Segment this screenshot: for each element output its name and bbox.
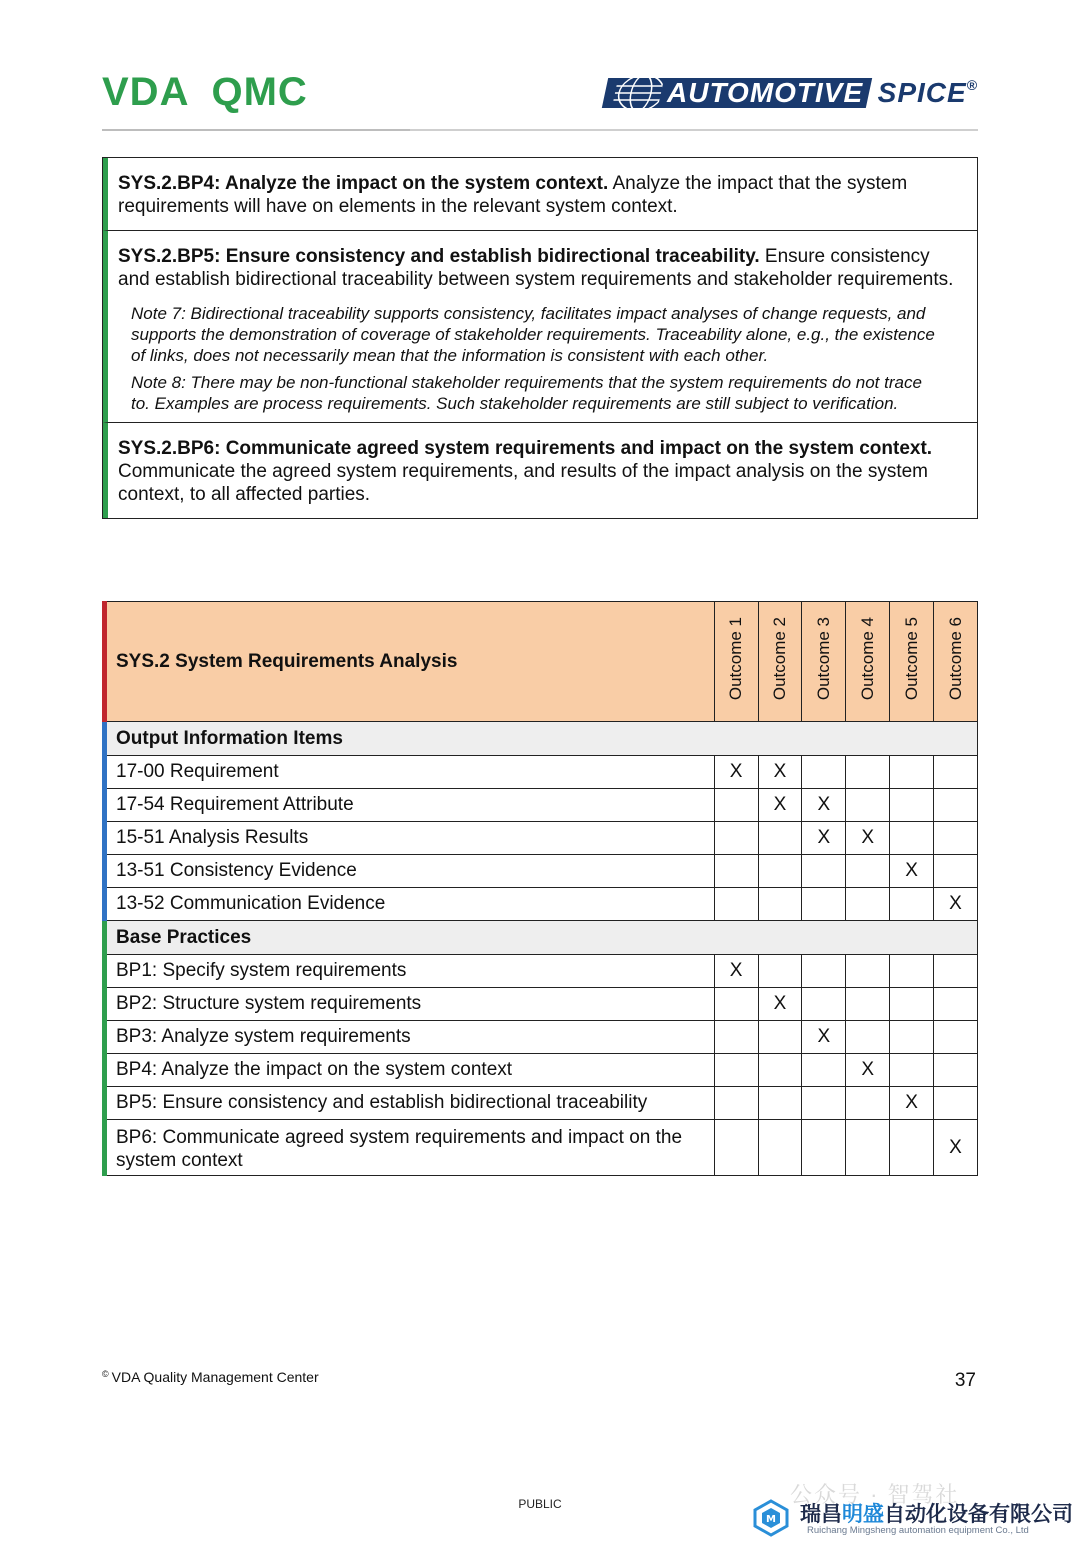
bp5-cell — [103, 231, 977, 423]
mark-cell — [934, 1087, 978, 1120]
mark-cell: X — [802, 1021, 846, 1054]
row-label: BP6: Communicate agreed system requirements and impact on the system context — [105, 1120, 715, 1176]
mark-cell — [890, 888, 934, 921]
mark-cell — [890, 988, 934, 1021]
base-practice-box — [102, 157, 978, 519]
mark-cell — [890, 789, 934, 822]
mark-cell: X — [890, 855, 934, 888]
mark-cell — [714, 1120, 758, 1176]
mark-cell — [890, 1120, 934, 1176]
table-row — [105, 1021, 978, 1054]
bp6-title: SYS.2.BP6: Communicate agreed system requirements and impact on the system context. — [118, 438, 933, 459]
mark-cell — [934, 955, 978, 988]
table-row — [105, 1120, 978, 1176]
outcome-header-6: Outcome 6 — [934, 602, 978, 722]
mark-cell: X — [714, 955, 758, 988]
row-label: BP3: Analyze system requirements — [105, 1021, 715, 1054]
table-row — [105, 955, 978, 988]
mark-cell — [890, 1054, 934, 1087]
bp-section-label: Base Practices — [105, 921, 978, 955]
mark-cell: X — [846, 1054, 890, 1087]
mark-cell — [802, 1120, 846, 1176]
bp5-text: Ensure consistency and establish bidirectional traceability between system requirements and stakeholder requirements. — [118, 246, 954, 290]
mark-cell: X — [890, 1087, 934, 1120]
hexagon-logo-icon — [752, 1499, 790, 1537]
mark-cell: X — [714, 756, 758, 789]
table-row — [105, 822, 978, 855]
mark-cell — [714, 789, 758, 822]
row-label: 13-51 Consistency Evidence — [105, 855, 715, 888]
output-section-label: Output Information Items — [105, 722, 978, 756]
mark-cell — [934, 1021, 978, 1054]
automotive-spice-logo — [605, 76, 978, 110]
classification-label: PUBLIC — [518, 1497, 562, 1511]
bp-section-row — [105, 921, 978, 955]
row-label: 17-00 Requirement — [105, 756, 715, 789]
note-8: Note 8: There may be non-functional stakeholder requirements that the system requirements do not trace to. Examples are process requirements. Such stakeholder requirements are still subject to verification. — [131, 373, 922, 413]
bp5-title: SYS.2.BP5: Ensure consistency and establish bidirectional traceability. — [118, 246, 760, 267]
mark-cell — [802, 1087, 846, 1120]
mark-cell — [714, 1021, 758, 1054]
mark-cell — [846, 1120, 890, 1176]
table-row — [105, 1087, 978, 1120]
spice-word: SPICE® — [877, 77, 978, 108]
mark-cell — [934, 855, 978, 888]
matrix-title: SYS.2 System Requirements Analysis — [105, 602, 715, 722]
mark-cell — [802, 888, 846, 921]
page-header — [102, 68, 978, 130]
mark-cell — [758, 955, 802, 988]
mark-cell — [802, 988, 846, 1021]
mark-cell — [846, 888, 890, 921]
mark-cell — [802, 1054, 846, 1087]
outcome-header-3: Outcome 3 — [802, 602, 846, 722]
vda-logo-text: VDA — [102, 70, 190, 114]
registered-mark: ® — [966, 77, 978, 93]
mark-cell — [890, 955, 934, 988]
watermark-ghost-text: 公众号 · 智驾社 — [790, 1482, 960, 1507]
mark-cell: X — [802, 789, 846, 822]
mark-cell: X — [934, 1120, 978, 1176]
mark-cell — [802, 756, 846, 789]
vda-qmc-logo — [102, 70, 308, 115]
mark-cell: X — [758, 789, 802, 822]
table-row — [105, 988, 978, 1021]
table-row — [105, 1054, 978, 1087]
mark-cell — [758, 888, 802, 921]
mark-cell — [934, 1054, 978, 1087]
mark-cell — [758, 1054, 802, 1087]
copyright-symbol: © — [102, 1369, 109, 1379]
mark-cell — [802, 855, 846, 888]
company-english-name: Ruichang Mingsheng automation equipment Co., Ltd — [807, 1525, 1029, 1536]
bp4-title: SYS.2.BP4: Analyze the impact on the system context. — [118, 173, 609, 194]
outcome-header-2: Outcome 2 — [758, 602, 802, 722]
table-row — [105, 789, 978, 822]
mark-cell — [714, 822, 758, 855]
page-number: 37 — [954, 1370, 976, 1391]
mark-cell — [714, 888, 758, 921]
mark-cell — [846, 955, 890, 988]
mark-cell: X — [758, 756, 802, 789]
mark-cell — [846, 1021, 890, 1054]
automotive-band: AUTOMOTIVE — [658, 78, 873, 108]
company-watermark — [752, 1495, 1080, 1542]
mark-cell — [758, 855, 802, 888]
mark-cell: X — [758, 988, 802, 1021]
mark-cell: X — [802, 822, 846, 855]
bp4-text: Analyze the impact that the system requirements will have on elements in the relevant system context. — [118, 173, 908, 217]
matrix-header-row — [105, 602, 978, 722]
mark-cell — [934, 789, 978, 822]
outcome-matrix-table — [102, 601, 978, 1176]
row-label: BP1: Specify system requirements — [105, 955, 715, 988]
mark-cell — [758, 1120, 802, 1176]
row-label: BP4: Analyze the impact on the system context — [105, 1054, 715, 1087]
mark-cell — [714, 988, 758, 1021]
outcome-header-1: Outcome 1 — [714, 602, 758, 722]
mark-cell — [714, 1054, 758, 1087]
mark-cell — [758, 822, 802, 855]
company-name: 瑞昌明盛自动化设备有限公司 — [800, 1502, 1073, 1526]
svg-text:M: M — [766, 1514, 776, 1525]
mark-cell — [890, 822, 934, 855]
mark-cell — [802, 955, 846, 988]
row-label: 17-54 Requirement Attribute — [105, 789, 715, 822]
mark-cell — [846, 1087, 890, 1120]
copyright-text: VDA Quality Management Center — [111, 1369, 319, 1385]
mark-cell — [890, 1021, 934, 1054]
mark-cell: X — [846, 822, 890, 855]
header-divider — [102, 129, 978, 131]
mark-cell — [934, 988, 978, 1021]
bp6-text: Communicate the agreed system requirements, and results of the impact analysis on the system context, to all affected parties. — [118, 461, 928, 505]
mark-cell — [846, 789, 890, 822]
qmc-logo-text: QMC — [211, 70, 308, 114]
bp4-cell — [103, 158, 977, 231]
mark-cell — [758, 1087, 802, 1120]
table-row — [105, 756, 978, 789]
output-section-row — [105, 722, 978, 756]
row-label: 15-51 Analysis Results — [105, 822, 715, 855]
mark-cell — [714, 855, 758, 888]
mark-cell — [714, 1087, 758, 1120]
outcome-header-4: Outcome 4 — [846, 602, 890, 722]
copyright-notice — [102, 1369, 319, 1385]
mark-cell — [890, 756, 934, 789]
mark-cell — [758, 1021, 802, 1054]
mark-cell — [846, 756, 890, 789]
row-label: 13-52 Communication Evidence — [105, 888, 715, 921]
table-row — [105, 888, 978, 921]
bp6-cell — [103, 423, 977, 518]
table-row — [105, 855, 978, 888]
mark-cell — [934, 756, 978, 789]
row-label: BP5: Ensure consistency and establish bidirectional traceability — [105, 1087, 715, 1120]
mark-cell — [846, 855, 890, 888]
mark-cell — [846, 988, 890, 1021]
note-7: Note 7: Bidirectional traceability supports consistency, facilitates impact analyses of change requests, and supports the demonstration of coverage of stakeholder requirements. Traceability alone, e.g., the existence of links, does not necessarily mean that the information is consistent with each other. — [131, 304, 935, 365]
row-label: BP2: Structure system requirements — [105, 988, 715, 1021]
mark-cell: X — [934, 888, 978, 921]
mark-cell — [934, 822, 978, 855]
outcome-header-5: Outcome 5 — [890, 602, 934, 722]
